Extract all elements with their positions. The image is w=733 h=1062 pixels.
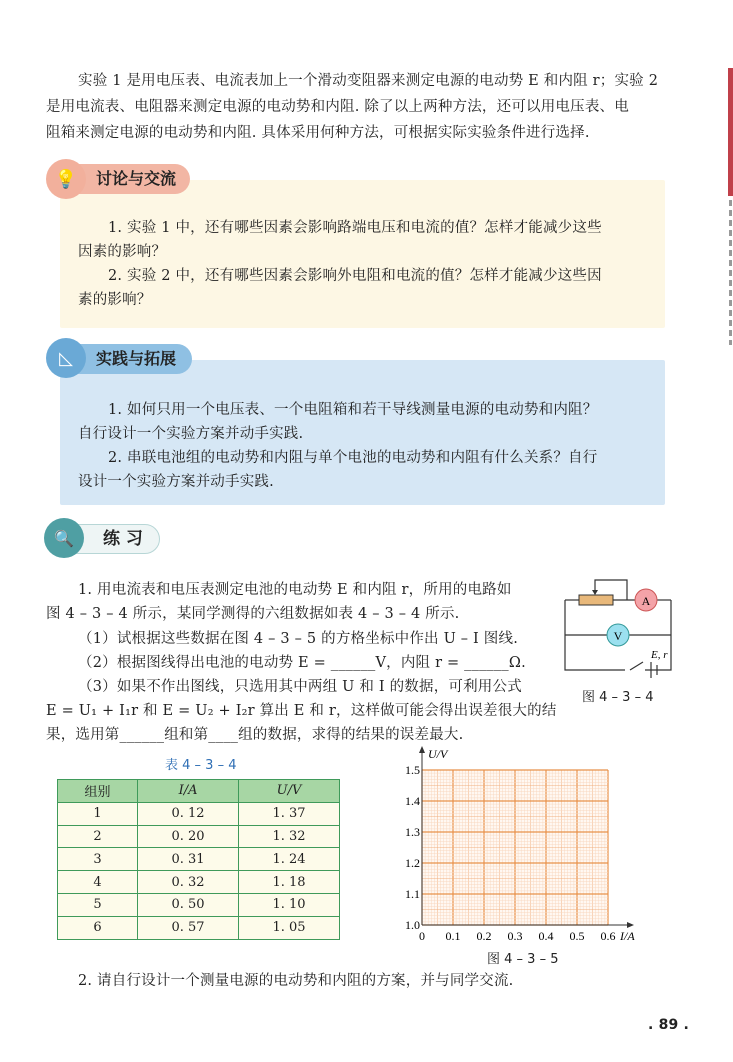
table-row [58,825,340,848]
exercise-line: E = U₁ + I₁r 和 E = U₂ + I₂r 算出 E 和 r，这样做可能会得出误差很大的结 [46,703,557,719]
discussion-line: 素的影响？ [78,292,152,308]
table-cell: 1. 18 [239,871,340,894]
y-tick-label: 1.1 [405,887,420,901]
column-header: U/V [239,780,340,803]
practice-line: 2. 串联电池组的电动势和内阻与单个电池的电动势和内阻有什么关系？自行 [108,450,598,466]
magnifier-icon: 🔍 [44,518,84,558]
table-cell: 0. 57 [138,916,239,939]
voltmeter-label: V [613,629,623,643]
rheostat [579,595,613,605]
chapter-side-label [729,200,732,345]
table-row [58,871,340,894]
x-axis-label: I/A [620,929,635,943]
x-tick-label: 0.5 [569,929,585,943]
practice-title: 实践与拓展 [96,349,177,368]
set-square-icon: ◺ [46,338,86,378]
table-row [58,802,340,825]
chart-caption: 图 4 – 3 – 5 [487,952,559,967]
intro-line: 实验 1 是用电压表、电流表加上一个滑动变阻器来测定电源的电动势 E 和内阻 r；实验 2 [78,73,659,89]
table-cell: 1. 37 [239,802,340,825]
exercise-line: （1）试根据这些数据在图 4 – 3 – 5 的方格坐标中作出 U – I 图线. [78,631,518,647]
table-cell: 1. 24 [239,848,340,871]
table-cell: 0. 32 [138,871,239,894]
x-tick-label: 0.6 [600,929,616,943]
circuit-caption: 图 4 – 3 – 4 [582,690,654,705]
y-axis-arrow [419,746,425,753]
table-cell: 1. 32 [239,825,340,848]
table-row [58,893,340,916]
table-cell: 0. 31 [138,848,239,871]
y-tick-label: 1.4 [405,794,420,808]
table-cell: 1. 05 [239,916,340,939]
source-label: E, r [651,649,668,661]
intro-line: 阻箱来测定电源的电动势和内阻. 具体采用何种方法，可根据实际实验条件进行选择. [46,125,590,141]
question-2: 2. 请自行设计一个测量电源的电动势和内阻的方案，并与同学交流. [78,973,514,989]
table-cell: 1 [58,802,138,825]
column-header: I/A [138,780,239,803]
exercise-line: 1. 用电流表和电压表测定电池的电动势 E 和内阻 r，所用的电路如 [78,582,512,598]
chapter-side-tab [728,68,733,196]
table-cell: 0. 50 [138,893,239,916]
table-caption: 表 4 – 3 – 4 [165,758,237,773]
table-cell: 6 [58,916,138,939]
discussion-line: 2. 实验 2 中，还有哪些因素会影响外电阻和电流的值？怎样才能减少这些因 [108,268,602,284]
x-tick-label: 0.2 [476,929,492,943]
y-tick-label: 1.5 [405,763,420,777]
y-tick-label: 1.0 [405,918,420,932]
practice-line: 设计一个实验方案并动手实践. [78,474,274,490]
table-cell: 0. 12 [138,802,239,825]
exercise-line: 果，选用第______组和第____组的数据，求得的结果的误差最大. [46,727,464,743]
discussion-title: 讨论与交流 [96,169,177,188]
exercise-title: 练 习 [103,529,143,549]
lightbulb-icon: 💡 [46,159,86,199]
x-tick-label: 0 [419,929,425,943]
u-i-grid-chart [390,745,650,945]
column-header: 组别 [58,780,138,803]
practice-line: 自行设计一个实验方案并动手实践. [78,426,304,442]
x-axis-arrow [627,922,634,928]
intro-line: 是用电流表、电阻器来测定电源的电动势和内阻. 除了以上两种方法，还可以用电压表、电 [46,99,629,115]
table-cell: 4 [58,871,138,894]
discussion-line: 1. 实验 1 中，还有哪些因素会影响路端电压和电流的值？怎样才能减少这些 [108,220,602,236]
table-cell: 2 [58,825,138,848]
table-row [58,916,340,939]
table-cell: 5 [58,893,138,916]
data-table [57,779,340,940]
discussion-line: 因素的影响？ [78,244,167,260]
practice-line: 1. 如何只用一个电压表、一个电阻箱和若干导线测量电源的电动势和内阻？ [108,402,598,418]
y-tick-label: 1.3 [405,825,420,839]
exercise-line: （2）根据图线得出电池的电动势 E = ______V，内阻 r = ______Ω. [78,655,526,671]
x-tick-label: 0.3 [507,929,523,943]
circuit-diagram [555,570,685,680]
x-tick-label: 0.4 [538,929,554,943]
table-cell: 1. 10 [239,893,340,916]
table-cell: 0. 20 [138,825,239,848]
table-row [58,848,340,871]
exercise-line: 图 4 – 3 – 4 所示，某同学测得的六组数据如表 4 – 3 – 4 所示. [46,606,460,622]
page-number: . 89 . [648,1017,690,1033]
y-axis-label: U/V [428,747,448,761]
table-cell: 3 [58,848,138,871]
exercise-line: （3）如果不作出图线，只选用其中两组 U 和 I 的数据，可利用公式 [78,679,522,695]
ammeter-label: A [641,594,651,608]
y-tick-label: 1.2 [405,856,420,870]
x-tick-label: 0.1 [445,929,461,943]
